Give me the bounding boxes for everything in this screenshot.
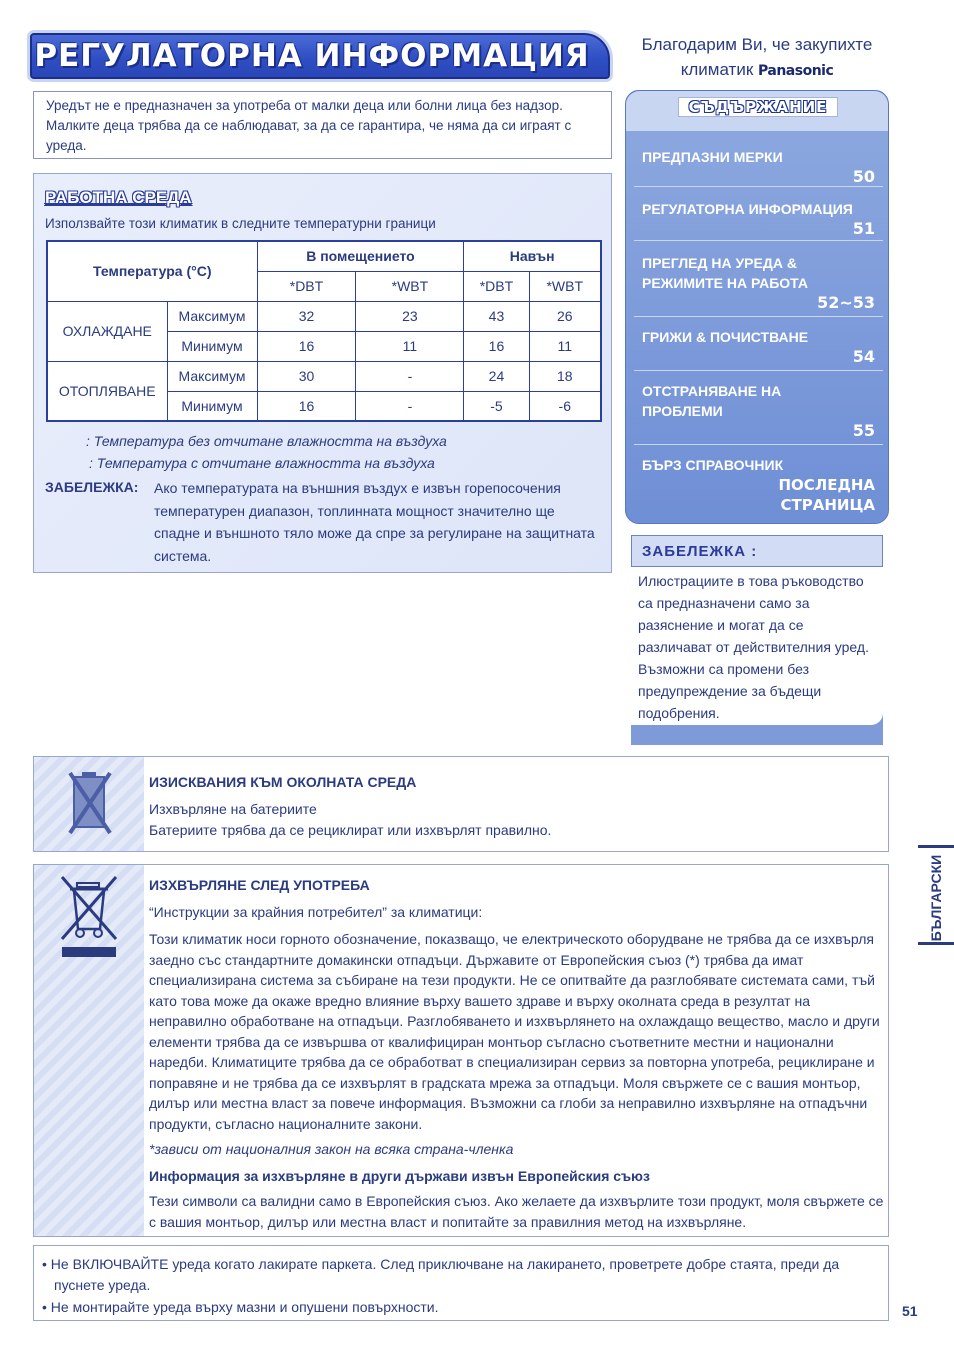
legend-dbt: : Температура без отчитане влажността на въздуха [86, 433, 447, 449]
disposal-outside-eu-title: Информация за изхвърляне в други държави извън Европейския съюз [149, 1168, 650, 1184]
heating-mode-cell: ОТОПЛЯВАНЕ [47, 361, 167, 421]
legend-wbt: : Температура с отчитане влажността на въздуха [89, 455, 435, 471]
table-row [47, 361, 601, 391]
bottom-note-2: • Не монтирайте уреда върху мазни и опушени повърхности. [42, 1299, 439, 1315]
outdoor-dbt-header: *DBT [464, 271, 529, 301]
work-environment-title: РАБОТНА СРЕДА [45, 188, 192, 207]
table-cell: 26 [529, 301, 601, 331]
table-cell: 23 [356, 301, 464, 331]
side-note-header [631, 535, 883, 567]
cooling-mode-cell: ОХЛАЖДАНЕ [47, 301, 167, 361]
table-cell: 16 [257, 331, 356, 361]
max-label-cell: Максимум [167, 361, 257, 391]
env-requirements-box [33, 756, 889, 852]
toc-item-page: 54 [852, 347, 875, 366]
toc-item-label: ПРЕДПАЗНИ МЕРКИ [642, 149, 783, 165]
table-cell: 16 [464, 331, 529, 361]
language-tab [918, 845, 954, 945]
disposal-icon-panel [34, 865, 144, 1236]
indoor-header-cell: В помещението [257, 241, 464, 271]
thanks-line-2 [622, 57, 892, 84]
table-header-row [47, 241, 601, 271]
min-label-cell: Минимум [167, 391, 257, 421]
title-banner [30, 33, 610, 79]
table-cell: 43 [464, 301, 529, 331]
table-cell: 18 [529, 361, 601, 391]
work-environment-panel [33, 173, 612, 573]
table-cell: -6 [529, 391, 601, 421]
toc-item-label: РЕГУЛАТОРНА ИНФОРМАЦИЯ [642, 201, 853, 217]
toc-item-label: ГРИЖИ & ПОЧИСТВАНЕ [642, 329, 809, 345]
env-requirements-line-2: Батериите трябва да се рециклират или изхвърлят правилно. [149, 822, 552, 838]
toc-item-regulatory[interactable] [634, 187, 883, 241]
toc-item-page: 51 [852, 219, 875, 238]
toc-item-page: ПОСЛЕДНА СТРАНИЦА [778, 476, 875, 514]
table-cell: 16 [257, 391, 356, 421]
toc-item-care[interactable] [634, 317, 883, 371]
contents-sidebar [625, 90, 889, 524]
temperature-table [46, 240, 602, 422]
thanks-message [622, 32, 892, 84]
bottom-notes-box [33, 1245, 889, 1321]
crossed-battery-icon [66, 769, 114, 837]
child-warning-box: Уредът не е предназначен за употреба от малки деца или болни лица без надзор. Малките деца трябва да се наблюдават, за да се гарантира, че няма да си играят с уреда. [33, 91, 612, 159]
env-requirements-icon-panel [34, 757, 144, 851]
indoor-dbt-header: *DBT [257, 271, 356, 301]
thanks-line-1: Благодарим Ви, че закупихте [641, 35, 873, 54]
outdoor-header-cell: Навън [464, 241, 601, 271]
bottom-note-1: • Не ВКЛЮЧВАЙТЕ уреда когато лакирате паркета. След приключване на лакирането, проветрете добре стаята, преди да пуснете уреда. [42, 1256, 840, 1293]
toc-item-safety[interactable] [634, 143, 883, 187]
table-cell: - [356, 361, 464, 391]
toc-item-troubleshooting[interactable] [634, 371, 883, 445]
max-label-cell: Максимум [167, 301, 257, 331]
note-label: ЗАБЕЛЕЖКА: [45, 479, 139, 495]
toc-item-label: БЪРЗ СПРАВОЧНИК [642, 457, 784, 473]
toc-item-page: 55 [852, 421, 875, 440]
toc-item-label: ОТСТРАНЯВАНЕ НА ПРОБЛЕМИ [642, 383, 782, 419]
table-cell: 11 [356, 331, 464, 361]
side-note-text: Илюстрациите в това ръководство са предназначени само за разяснение и могат да се различават от действителния уред. Възможни са промени без предупреждение за бъдещи подобрения. [638, 573, 869, 721]
env-requirements-title: ИЗИСКВАНИЯ КЪМ ОКОЛНАТА СРЕДА [149, 774, 417, 790]
table-cell: -5 [464, 391, 529, 421]
table-row [47, 301, 601, 331]
toc-item-overview[interactable] [634, 241, 883, 317]
min-label-cell: Минимум [167, 331, 257, 361]
table-cell: 24 [464, 361, 529, 391]
toc-item-page: 52~53 [817, 293, 875, 312]
table-cell: 11 [529, 331, 601, 361]
indoor-wbt-header: *WBT [356, 271, 464, 301]
disposal-footnote: *зависи от националния закон на всяка страна-членка [149, 1141, 514, 1157]
thanks-line-2-text: климатик [680, 60, 758, 79]
toc-item-label: ПРЕГЛЕД НА УРЕДА & РЕЖИМИТЕ НА РАБОТА [642, 255, 808, 291]
contents-header [626, 91, 888, 131]
page-number: 51 [902, 1303, 918, 1319]
disposal-subtitle: “Инструкции за крайния потребител” за климатици: [149, 904, 483, 920]
table-cell: - [356, 391, 464, 421]
note-text: Ако температурата на външния въздух е извън горепосочения температурен диапазон, топлинната мощност значително ще спадне и външното тяло може да спре за регулиране на защитната система. [154, 480, 595, 564]
disposal-body: Този климатик носи горното обозначение, показващо, че електрическото оборудване не трябва да се изхвърля заедно със стандартните домакински отпадъци. Държавите от Европейския съюз (*) трябва да имат специализирана система за събиране на тези продукти. Не се опитвайте да разглобявате системата сами, тъй като това може да окаже вредно влияние върху вашето здраве и върху околната среда в резултат на неправилно обработване на отпадъци. Разглобяването и изхвърлянето на охлаждащо вещество, масло и други елементи трябва да се извършва от квалифициран монтьор съгласно съответните местни и национални наредби. Климатиците трябва да се обработват в специализиран сервиз за повторна употреба, рециклиране и поправяне и не трябва да се изхвърлят в градската мрежа за отпадъци. Моля свържете се с вашия монтьор, дилър или местна власт за повече информация. Възможни са глоби за неправилно изхвърляне на отпадъчни продукти, съгласно националните закони. [149, 931, 880, 1132]
toc-item-quick-guide[interactable] [634, 445, 883, 521]
outdoor-wbt-header: *WBT [529, 271, 601, 301]
disposal-outside-eu-text: Тези символи са валидни само в Европейския съюз. Ако желаете да изхвърлите този продукт, моля свържете се с вашия монтьор, дилър или местна власт и попитайте за правилния метод на изхвърляне. [149, 1193, 884, 1230]
env-requirements-line-1: Изхвърляне на батериите [149, 801, 317, 817]
disposal-box [33, 864, 889, 1237]
disposal-title: ИЗХВЪРЛЯНЕ СЛЕД УПОТРЕБА [149, 877, 370, 893]
table-cell: 30 [257, 361, 356, 391]
work-environment-subtitle: Използвайте този климатик в следните температурни граници [45, 216, 436, 231]
toc-item-page: 50 [852, 167, 875, 186]
page-title: РЕГУЛАТОРНА ИНФОРМАЦИЯ [34, 38, 590, 74]
crossed-bin-icon [58, 873, 120, 959]
temp-header-cell: Температура (°C) [47, 241, 257, 301]
brand-logo: Panasonic [758, 63, 834, 79]
language-tab-label: БЪЛГАРСКИ [928, 854, 944, 942]
contents-title: СЪДЪРЖАНИЕ [678, 97, 838, 117]
side-note-title: ЗАБЕЛЕЖКА : [642, 543, 758, 560]
table-cell: 32 [257, 301, 356, 331]
